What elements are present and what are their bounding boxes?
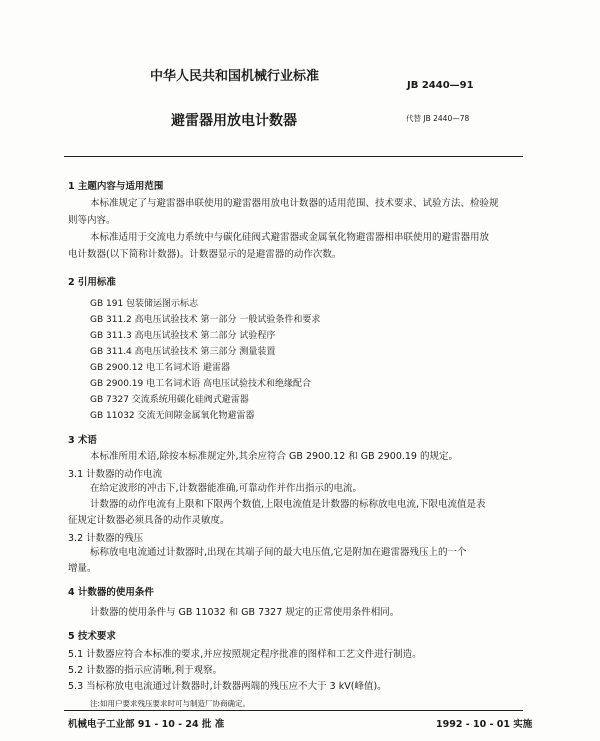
requirement-item: 5.3 当标称放电电流通过计数器时,计数器两端的残压应不大于 3 kV(峰值)。: [68, 681, 387, 692]
section-3-para: 本标准所用术语,除按本标准规定外,其余应符合 GB 2900.12 和 GB 2900.19 的规定。: [90, 451, 458, 462]
reference-item: GB 2900.12 电工名词术语 避雷器: [90, 363, 230, 373]
reference-item: GB 2900.19 电工名词术语 高电压试验技术和绝缘配合: [90, 379, 311, 389]
section-5-heading: 5 技术要求: [68, 631, 116, 642]
section-4-heading: 4 计数器的使用条件: [68, 587, 154, 598]
implementation-date: 1992 - 10 - 01 实施: [436, 719, 533, 730]
header-rule: [64, 156, 523, 157]
requirement-item: 5.2 计数器的指示应清晰,利于观察。: [68, 665, 223, 676]
subsection-3-1-para-2a: 计数器的动作电流有上限和下限两个数值,上限电流值是计数器的标称放电电流,下限电流值是表: [90, 499, 486, 510]
document-title: 避雷器用放电计数器: [171, 113, 297, 129]
approval-line: 机械电子工业部 91 - 10 - 24 批 准: [68, 719, 225, 730]
reference-item: GB 11032 交流无间隙金属氧化物避雷器: [90, 411, 255, 421]
reference-item: GB 7327 交流系统用碳化硅阀式避雷器: [90, 395, 249, 405]
section-1-heading: 1 主题内容与适用范围: [68, 181, 164, 192]
issuing-org: 中华人民共和国机械行业标准: [150, 69, 320, 84]
section-2-heading: 2 引用标准: [68, 277, 116, 288]
section-3-heading: 3 术语: [68, 435, 97, 446]
standard-number: JB 2440—91: [407, 80, 474, 91]
subsection-3-1-para-1: 在给定波形的冲击下,计数器能准确,可靠动作并作出指示的电流。: [90, 483, 363, 494]
subsection-3-2-para-b: 增量。: [68, 563, 97, 574]
subsection-3-1-para-2b: 征规定计数器必须具备的动作灵敏度。: [68, 515, 230, 526]
section-1-para-1a: 本标准规定了与避雷器串联使用的避雷器用放电计数器的适用范围、技术要求、试验方法、检验规: [90, 198, 499, 209]
requirement-item: 5.1 计数器应符合本标准的要求,并应按照规定程序批准的图样和工艺文件进行制造。: [68, 649, 422, 660]
section-1-para-2b: 电计数器(以下简称计数器)。计数器显示的是避雷器的动作次数。: [68, 249, 342, 260]
subsection-3-2-heading: 3.2 计数器的残压: [68, 533, 144, 544]
note-text: 注:如用户要求残压要求时可与制造厂协商确定。: [90, 699, 251, 708]
reference-item: GB 311.4 高电压试验技术 第三部分 测量装置: [90, 347, 276, 357]
footer-rule: [64, 710, 523, 711]
section-1-para-2a: 本标准适用于交流电力系统中与碳化硅阀式避雷器或金属氧化物避雷器相串联使用的避雷器用放: [90, 232, 490, 243]
supersedes-note: 代替 JB 2440—78: [406, 114, 470, 123]
reference-item: GB 311.2 高电压试验技术 第一部分 一般试验条件和要求: [90, 315, 321, 325]
reference-item: GB 191 包装储运图示标志: [90, 299, 199, 309]
reference-item: GB 311.3 高电压试验技术 第二部分 试验程序: [90, 331, 276, 341]
subsection-3-2-para-a: 标称放电电流通过计数器时,出现在其端子间的最大电压值,它是附加在避雷器残压上的一个: [90, 547, 467, 558]
subsection-3-1-heading: 3.1 计数器的动作电流: [68, 469, 163, 480]
section-1-para-1b: 则等内容。: [68, 215, 116, 226]
section-4-para: 计数器的使用条件与 GB 11032 和 GB 7327 规定的正常使用条件相同。: [90, 607, 400, 618]
